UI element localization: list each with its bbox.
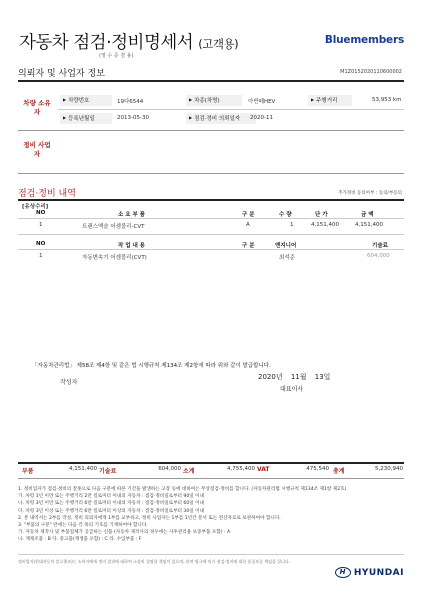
issue-month-unit: 월 <box>299 373 307 381</box>
title-suffix: (고객용) <box>198 37 239 51</box>
divider <box>18 173 404 174</box>
vat-label: VAT <box>257 466 270 473</box>
registration-date-value: 2013-05-30 <box>117 115 149 121</box>
parts-row-qty: 1 <box>290 222 294 228</box>
note-line: 나. 재제조품 : B 다. 중고품(재생품 포함) : C 라. 수입부품 : F <box>18 537 142 543</box>
subtotal-value: 4,755,400 <box>227 466 255 472</box>
work-row-name: 자동변속기 어셈블리(CVT) <box>82 255 147 261</box>
vehicle-owner-label: 차량 소유자 <box>23 99 51 116</box>
document-subtitle: (영 수 증 겸 용) <box>99 53 134 59</box>
vat-value: 475,540 <box>306 466 329 472</box>
work-row-no: 1 <box>39 253 43 259</box>
footer-text: 정비업자(현대자동차 블루핸즈)는 소비자에게 정비 결과에 대하여 소상히 설명할 책임이 있으며, 관련 법규에 의거 점검·정비에 대한 품질보증 책임을 집니다. <box>18 559 290 564</box>
registration-date-label: ▶ 등록년월일 <box>60 113 112 124</box>
writer-label: 작성자 <box>60 379 78 386</box>
divider <box>58 109 404 110</box>
bluemembers-logo: Bluemembers <box>324 34 404 46</box>
legal-notice: 「자동차관리법」 제58조 제4항 및 같은 법 시행규칙 제134조 제2항에 따라 위와 같이 발급합니다. <box>32 363 271 369</box>
parts-header-unit-price: 단 가 <box>315 212 328 218</box>
issue-date <box>258 372 330 382</box>
car-number-label: ▶ 차량번호 <box>60 95 112 106</box>
document-title <box>19 29 238 54</box>
issue-month: 11 <box>290 373 300 381</box>
title-main: 자동차 점검·정비명세서 <box>19 33 194 53</box>
parts-header-kind: 구 분 <box>242 212 255 218</box>
note-line: 다. 차령 3년 이상 또는 주행거리 6만 킬로미터 이상의 자동차 : 점검·정비일로부터 30일 이내 <box>18 508 205 514</box>
grand-total-value: 5,230,940 <box>375 466 403 472</box>
parts-total-label: 부품 <box>22 468 34 475</box>
service-details-heading: 점검·정비 내역 <box>18 189 76 199</box>
labor-total-label: 기술료 <box>99 468 117 475</box>
note-line: 2. 본 내역서는 2부를 작성, 정비 의뢰자에게 1부를 교부하고, 정비 사업자는 1부를 1년간 문서 또는 전산자료로 보관하여야 합니다. <box>18 515 281 521</box>
labor-total-value: 604,000 <box>158 466 181 472</box>
divider <box>18 462 404 464</box>
issue-year: 2020 <box>258 373 276 381</box>
issue-day-unit: 일 <box>323 373 331 381</box>
work-header-no: NO <box>36 241 46 247</box>
hyundai-logo <box>335 567 404 578</box>
issue-year-unit: 년 <box>275 373 283 381</box>
parts-total-value: 4,151,400 <box>69 466 97 472</box>
issue-day: 13 <box>314 373 324 381</box>
work-row-fee: 604,000 <box>367 253 390 259</box>
business-label: 정비 사업자 <box>23 141 51 158</box>
ceo-label: 대표이사 <box>280 386 304 393</box>
mileage-label: ▶ 주행거리 <box>308 95 352 106</box>
request-date-value: 2020-11 <box>250 115 273 121</box>
totals-row <box>19 465 404 477</box>
divider <box>18 130 404 131</box>
parts-row-kind: A <box>246 222 250 228</box>
note-line: 가. 자동차 제작사 및 부품업체가 공급하는 신품 (자동차 제작사의 경우에는 사후관리용 보증부품 포함) : A <box>18 530 231 536</box>
parts-row-unit-price: 4,151,400 <box>311 222 339 228</box>
model-value: 아반떼HEV <box>248 99 276 105</box>
work-header-engineer: 엔지니어 <box>275 243 297 249</box>
parts-header-qty: 수 량 <box>279 212 292 218</box>
divider <box>18 234 404 235</box>
notes <box>18 486 408 544</box>
parts-header-name: 소 요 부 품 <box>118 212 145 218</box>
divider <box>18 218 404 219</box>
work-header-name: 작 업 내 용 <box>118 243 145 249</box>
parts-row-name: 트랜스액슬 어셈블리-CVT <box>82 224 145 230</box>
divider <box>18 199 404 201</box>
divider <box>18 554 404 555</box>
note-line: 1. 정비업자가 점검·정비의 잘못으로 다음 구분에 따른 기간을 발생하는 고장 등에 대하여는 무상점검·정비를 합니다. (자동차관리법 시행규칙 제134조 제1항 제2호) <box>18 487 347 492</box>
work-row-engineer: 최석준 <box>279 255 295 261</box>
grand-total-label: 총계 <box>333 468 345 475</box>
parts-row-no: 1 <box>39 222 43 228</box>
note-line: 가. 차령 1년 이만 또는 주행거리 2만 킬로미터 이내의 자동차 : 점검·정비일로부터 90일 이내 <box>18 494 205 500</box>
note-line: 나. 차령 3년 이만 또는 주행거리 6만 킬로미터 이내의 자동차 : 점검·정비일로부터 60일 이내 <box>18 501 205 507</box>
divider <box>18 478 404 479</box>
model-label: ▶ 차종(차명) <box>186 95 242 106</box>
parts-header-no: NO <box>36 210 46 216</box>
client-info-heading: 의뢰자 및 사업자 정보 <box>18 69 105 79</box>
divider <box>18 80 404 82</box>
paid-repair-group: [유상수리] <box>22 204 49 210</box>
parts-row-amount: 4,151,400 <box>355 222 383 228</box>
mileage-value: 53,953 km <box>372 97 402 103</box>
hyundai-wordmark: HYUNDAI <box>353 568 404 578</box>
subtotal-label: 소계 <box>183 468 195 475</box>
note-line: 3. "부품의 구분" 란에는 다음 각 목의 기호를 기재하여야 합니다. <box>18 523 148 529</box>
divider <box>18 249 404 250</box>
work-header-kind: 구 분 <box>242 243 255 249</box>
document-number: M1Z0152020110600002 <box>340 69 402 75</box>
consent-legend: 추가정비 동의여부 : 동의/부동의 <box>338 191 402 196</box>
hyundai-emblem-icon: H <box>335 567 351 578</box>
work-header-fee: 기술료 <box>372 243 388 249</box>
request-date-label: ▶ 점검·정비 의뢰일자 <box>186 113 256 124</box>
car-number-value: 19다6544 <box>117 99 144 105</box>
parts-header-amount: 금 액 <box>361 212 374 218</box>
